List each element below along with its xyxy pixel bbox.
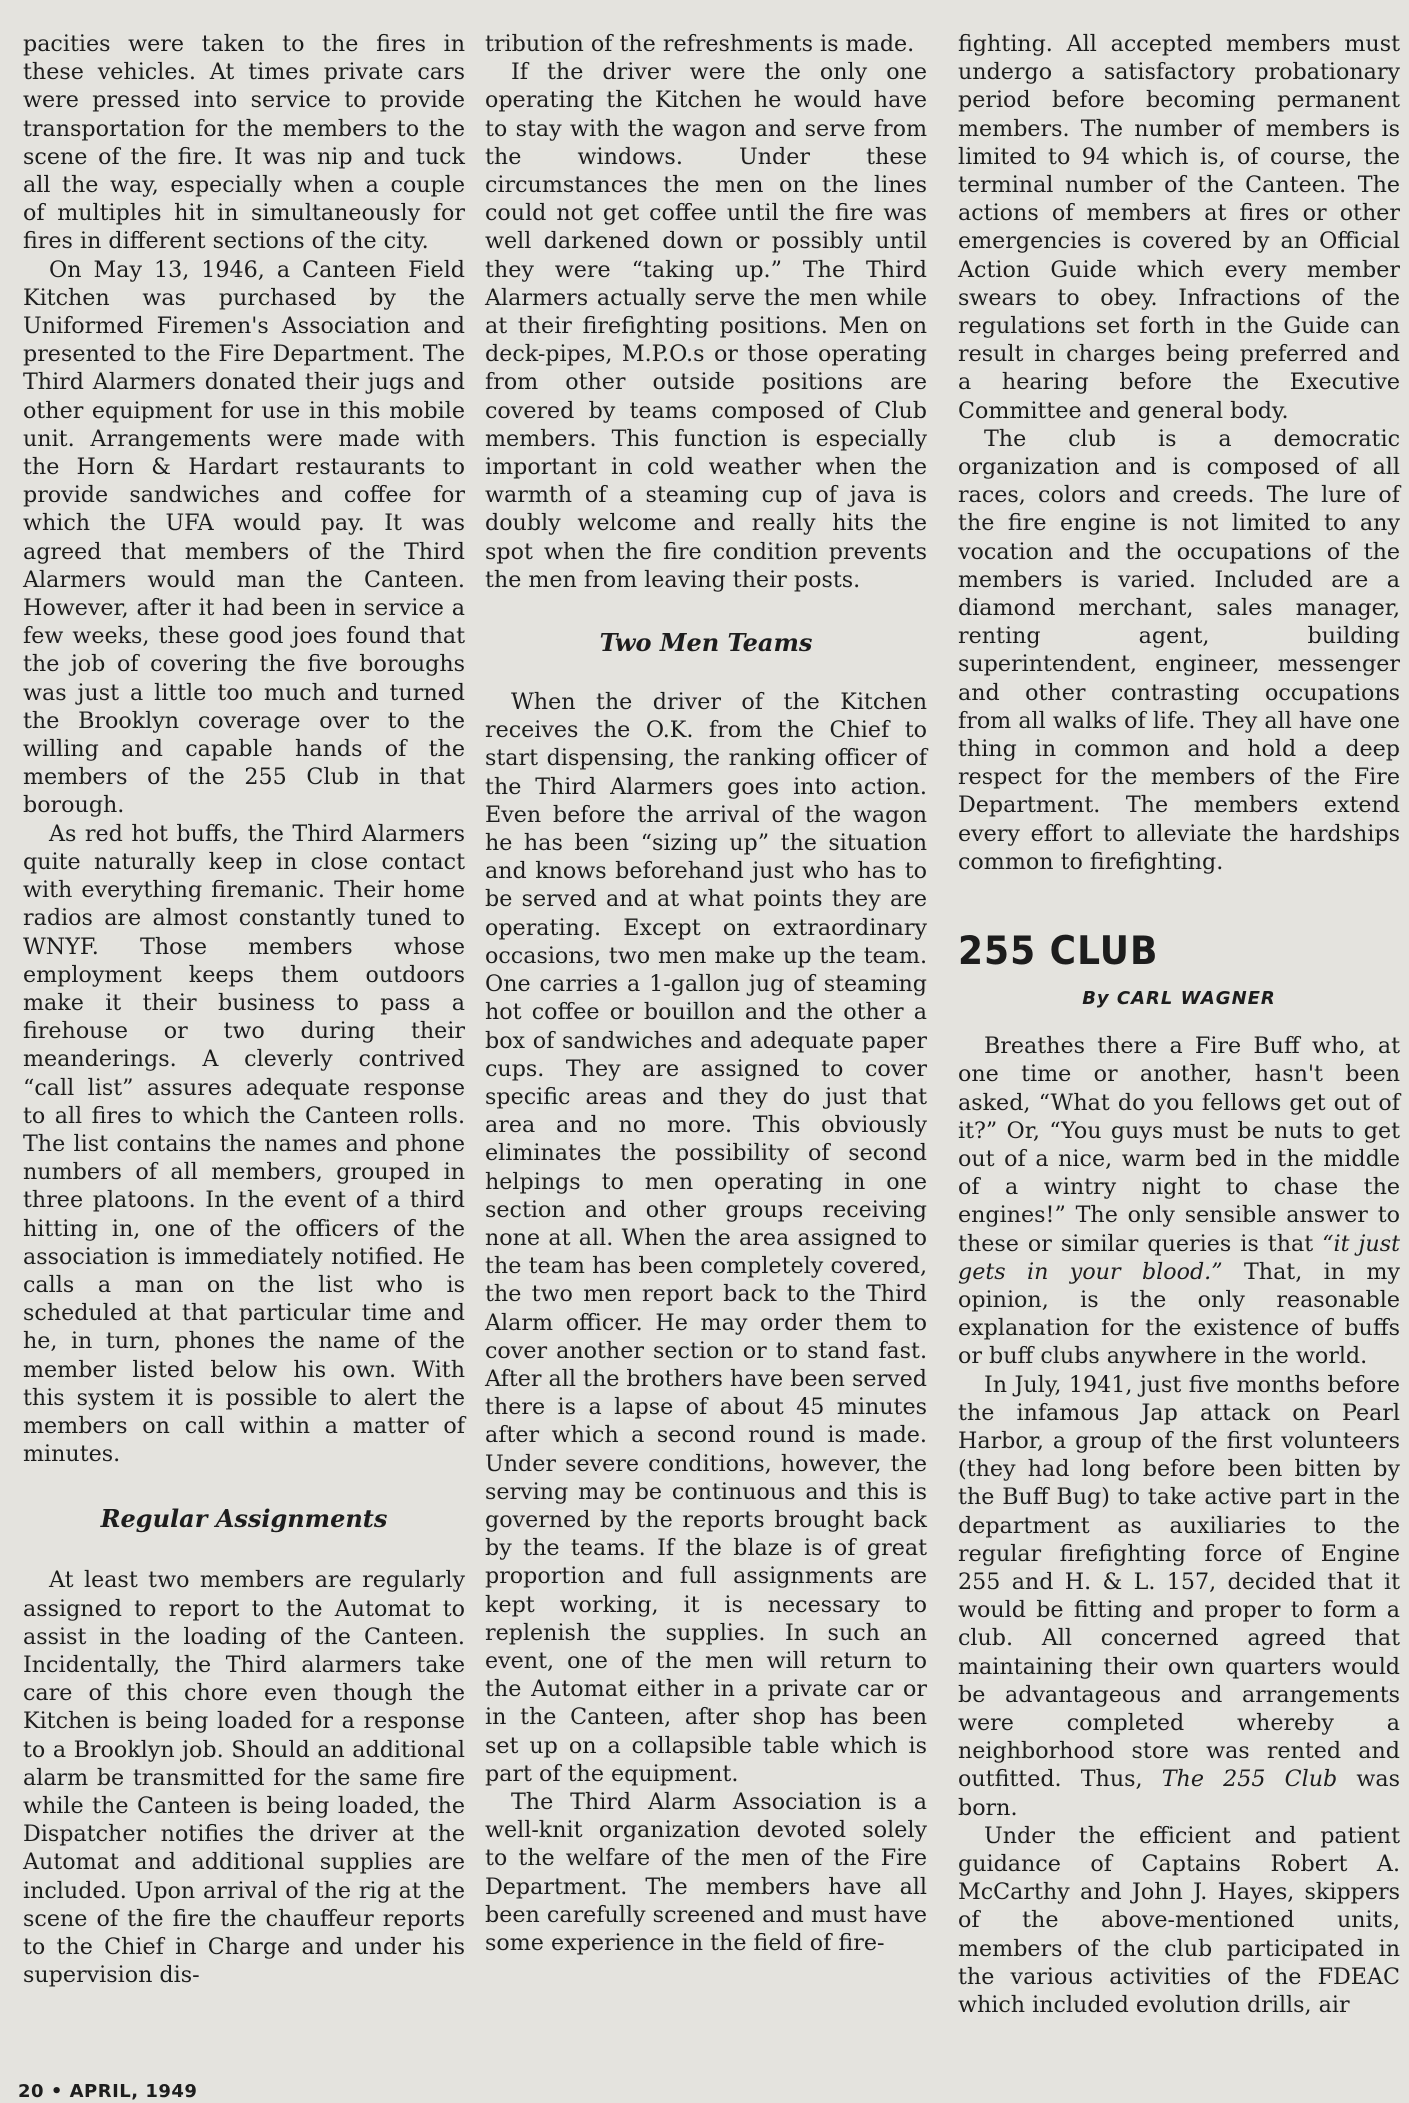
- section-heading-regular-assignments: Regular Assignments: [100, 1504, 388, 1534]
- paragraph: [958, 1032, 1400, 1370]
- paragraph: [958, 1371, 1400, 1822]
- paragraph: tribution of the refreshments is made.: [485, 31, 915, 57]
- paragraph: pacities were taken to the fires in these vehicles. At times private cars were pressed into service to provide transportation for the members to the scene of the fire. It was nip and tuck all the way, especially when a couple of multiples hit in simultaneously for fires in different sections of the city.: [23, 31, 465, 255]
- italic-quote: “it just gets in your blood.”: [958, 1230, 1401, 1285]
- paragraph: On May 13, 1946, a Canteen Field Kitchen was purchased by the Uniformed Firemen's Association and presented to the Fire Department. The Third Alarmers donated their jugs and other equipment for use in this mobile unit. Arrangements were made with the Horn & Hardart restaurants to provide sandwiches and coffee for which the UFA would pay. It was agreed that members of the Third Alarmers would man the Canteen. However, after it had been in service a few weeks, these good joes found that the job of covering the five boroughs was just a little too much and turned the Brooklyn coverage over to the willing and capable hands of the members of the 255 Club in that borough.: [23, 256, 465, 819]
- paragraph: When the driver of the Kitchen receives the O.K. from the Chief to start dispensing, the ranking officer of the Third Alarmers goes into action. Even before the arrival of the wagon he has been “sizing up” the situation and knows beforehand just who has to be served and at what points they are operating. Except on extraordinary occasions, two men make up the team. One carries a 1-gallon jug of steaming hot coffee or bouillon and the other a box of sandwiches and adequate paper cups. They are assigned to cover specific areas and they do just that area and no more. This obviously eliminates the possibility of second helpings to men operating in one section and other groups receiving none at all. When the area assigned to the team has been completely covered, the two men report back to the Third Alarm officer. He may order them to cover another section or to stand fast. After all the brothers have been served there is a lapse of about 45 minutes after which a second round is made. Under severe conditions, however, the serving may be continuous and this is governed by the reports brought back by the teams. If the blaze is of great proportion and full assignments are kept working, it is necessary to replenish the supplies. In such an event, one of the men will return to the Automat either in a private car or in the Canteen, after shop has been set up on a collapsible table which is part of the equipment.: [485, 689, 927, 1787]
- italic-club-name: The 255 Club: [1161, 1766, 1338, 1793]
- paragraph: At least two members are regularly assigned to report to the Automat to assist in the loading of the Canteen. Incidentally, the Third alarmers take care of this chore even though the Kitchen is being loaded for a response to a Brooklyn job. Should an additional alarm be transmitted for the same fire while the Canteen is being loaded, the Dispatcher notifies the driver at the Automat and additional supplies are included. Upon arrival of the rig at the scene of the fire the chauffeur reports to the Chief in Charge and under his supervision dis-: [23, 1567, 465, 1989]
- text-run: was born.: [958, 1766, 1400, 1821]
- section-heading-two-men-teams: Two Men Teams: [599, 628, 813, 658]
- paragraph: The Third Alarm Association is a well-knit organization devoted solely to the welfare of the men of the Fire Department. The members have all been carefully screened and must have some experience in the field of fire-: [485, 1788, 927, 1956]
- text-run: In July, 1941, just five months before the infamous Jap attack on Pearl Harbor, a group of the first volunteers (they had long before been bitten by the Buff Bug) to take active part in the department as auxiliaries to the regular firefighting force of Engine 255 and H. & L. 157, decided that it would be fitting and proper to form a club. All concerned agreed that maintaining their own quarters would be advantageous and arrangements were completed whereby a neighborhood store was rented and outfitted. Thus,: [958, 1371, 1400, 1793]
- byline: By CARL WAGNER: [1082, 988, 1276, 1010]
- column-3: [958, 30, 1400, 2019]
- paragraph: fighting. All accepted members must undergo a satisfactory probationary period before becoming permanent members. The number of members is limited to 94 which is, of course, the terminal number of the Canteen. The actions of members at fires or other emergencies is covered by an Official Action Guide which every member swears to obey. Infractions of the regulations set forth in the Guide can result in charges being preferred and a hearing before the Executive Committee and general body.: [958, 31, 1400, 424]
- text-run: That, in my opinion, is the only reasonable explanation for the existence of buffs or buff clubs anywhere in the world.: [958, 1258, 1400, 1370]
- column-1: [23, 30, 465, 1989]
- paragraph: If the driver were the only one operating the Kitchen he would have to stay with the wagon and serve from the windows. Under these circumstances the men on the lines could not get coffee until the fire was well darkened down or possibly until they were “taking up.” The Third Alarmers actually serve the men while at their firefighting positions. Men on deck-pipes, M.P.O.s or those operating from other outside positions are covered by teams composed of Club members. This function is especially important in cold weather when the warmth of a steaming cup of java is doubly welcome and really hits the spot when the fire condition prevents the men from leaving their posts.: [485, 59, 927, 593]
- column-2: [485, 30, 927, 1957]
- text-run: Breathes there a Fire Buff who, at one time or another, hasn't been asked, “What do you fellows get out of it?” Or, “You guys must be nuts to get out of a nice, warm bed in the middle of a wintry night to chase the engines!” The only sensible answer to these or similar queries is that: [958, 1033, 1400, 1257]
- paragraph: Under the efficient and patient guidance of Captains Robert A. McCarthy and John J. Hayes, skippers of the above-mentioned units, members of the club participated in the various activities of the FDEAC which included evolution drills, air: [958, 1822, 1400, 2018]
- page-footer: 20 • APRIL, 1949: [18, 2081, 198, 2102]
- paragraph: As red hot buffs, the Third Alarmers quite naturally keep in close contact with everything firemanic. Their home radios are almost constantly tuned to WNYF. Those members whose employment keeps them outdoors make it their business to pass a firehouse or two during their meanderings. A cleverly contrived “call list” assures adequate response to all fires to which the Canteen rolls. The list contains the names and phone numbers of all members, grouped in three platoons. In the event of a third hitting in, one of the officers of the association is immediately notified. He calls a man on the list who is scheduled at that particular time and he, in turn, phones the name of the member listed below his own. With this system it is possible to alert the members on call within a matter of minutes.: [23, 820, 465, 1468]
- paragraph: The club is a democratic organization and is composed of all races, colors and creeds. The lure of the fire engine is not limited to any vocation and the occupations of the members is varied. Included are a diamond merchant, sales manager, renting agent, building superintendent, engineer, messenger and other contrasting occupations from all walks of life. They all have one thing in common and hold a deep respect for the members of the Fire Department. The members extend every effort to alleviate the hardships common to firefighting.: [958, 425, 1400, 875]
- article-title-255-club: 255 CLUB: [958, 928, 1159, 975]
